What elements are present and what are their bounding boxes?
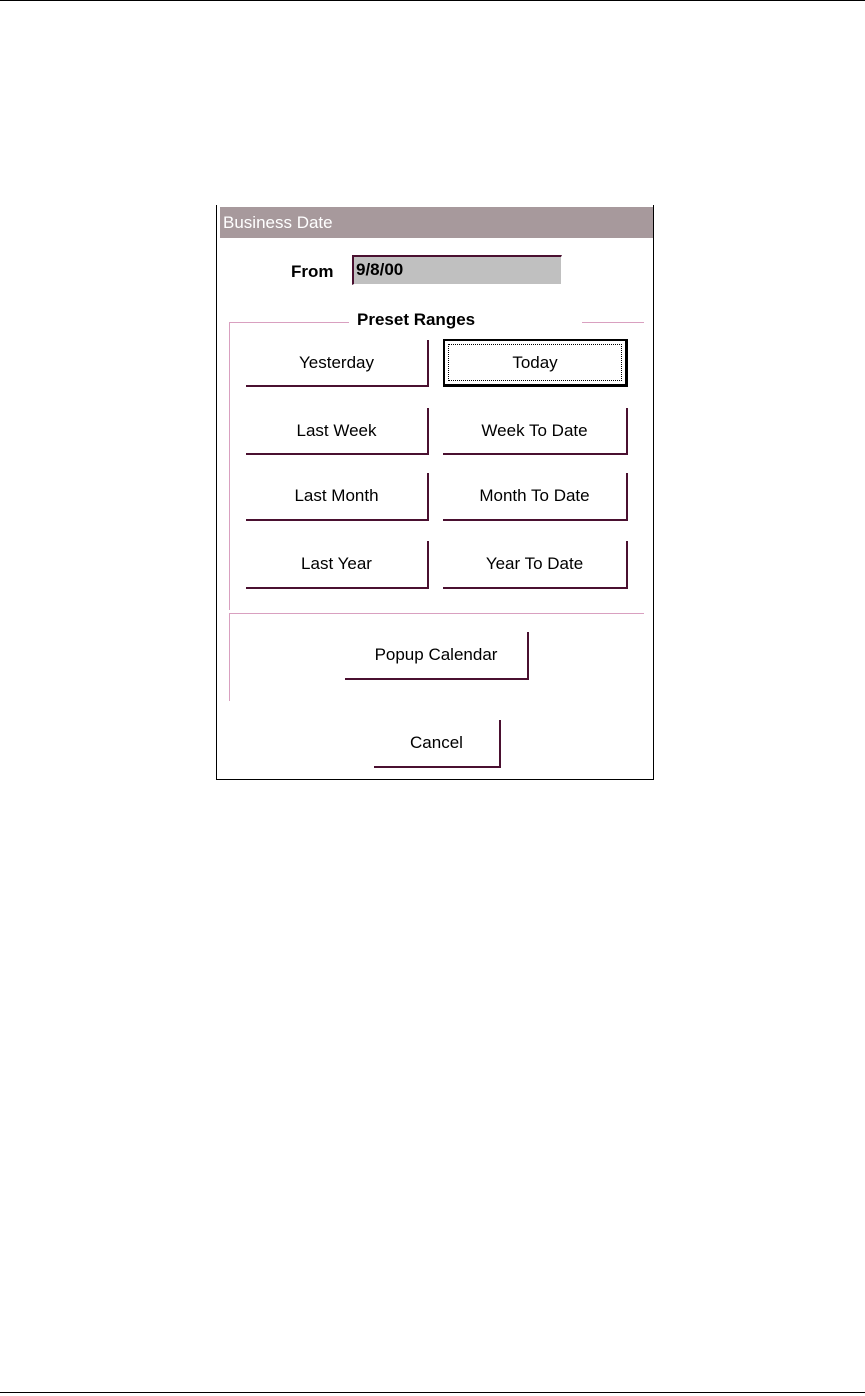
last-month-button[interactable] bbox=[246, 473, 429, 521]
month-to-date-button-label: Month To Date bbox=[479, 486, 590, 505]
year-to-date-button[interactable] bbox=[443, 541, 628, 589]
yesterday-button[interactable] bbox=[246, 340, 429, 387]
last-year-button-label: Last Year bbox=[301, 554, 372, 573]
popup-calendar-button-label: Popup Calendar bbox=[374, 645, 498, 664]
year-to-date-button-label: Year To Date bbox=[485, 554, 584, 573]
today-button-label: Today bbox=[512, 353, 558, 372]
week-to-date-button[interactable] bbox=[443, 408, 628, 455]
last-year-button[interactable] bbox=[246, 541, 429, 589]
group-left-line bbox=[229, 322, 230, 610]
cancel-button-label: Cancel bbox=[410, 733, 463, 752]
yesterday-button-label: Yesterday bbox=[299, 353, 374, 372]
page-bottom-rule bbox=[0, 1392, 865, 1393]
page-top-rule bbox=[0, 0, 865, 1]
popup-calendar-button[interactable] bbox=[345, 632, 529, 680]
last-week-button-label: Last Week bbox=[296, 421, 377, 440]
last-week-button[interactable] bbox=[246, 408, 429, 455]
cancel-button[interactable] bbox=[374, 720, 501, 768]
group-top-line-left bbox=[229, 322, 349, 323]
last-month-button-label: Last Month bbox=[294, 486, 379, 505]
from-label: From bbox=[291, 262, 334, 281]
dialog-title-bar bbox=[220, 207, 653, 238]
from-date-field[interactable]: 9/8/00 bbox=[352, 255, 562, 285]
month-to-date-button[interactable] bbox=[443, 473, 628, 521]
dialog-title: Business Date bbox=[223, 213, 333, 232]
preset-ranges-title: Preset Ranges bbox=[357, 310, 476, 329]
today-button[interactable] bbox=[443, 339, 628, 387]
business-date-dialog bbox=[216, 205, 654, 780]
group-divider-line bbox=[229, 613, 644, 614]
calendar-left-line bbox=[229, 613, 230, 701]
group-top-line-right bbox=[582, 322, 644, 323]
week-to-date-button-label: Week To Date bbox=[481, 421, 588, 440]
